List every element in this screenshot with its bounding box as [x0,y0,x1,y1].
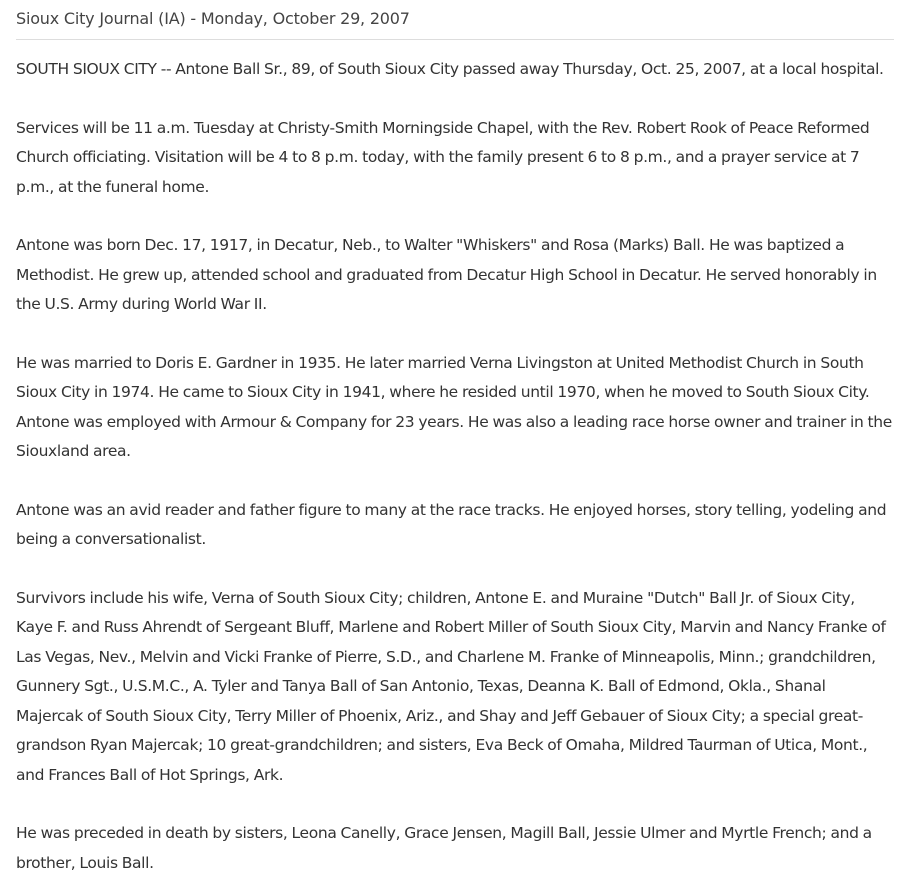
publication-source-line: Sioux City Journal (IA) - Monday, October 29, 2007 [16,0,894,40]
paragraph-marriage-career: He was married to Doris E. Gardner in 1935. He later married Verna Livingston at United Methodist Church in South Sioux City in 1974. He came to Sioux City in 1941, where he resided until 1970, when he moved to South Sioux City. Antone was employed with Armour & Company for 23 years. He was also a leading race horse owner and trainer in the Siouxland area. [16,353,892,460]
obituary-body [16,40,894,878]
paragraph-interests: Antone was an avid reader and father figure to many at the race tracks. He enjoyed horses, story telling, yodeling and being a conversationalist. [16,500,887,548]
paragraph-services: Services will be 11 a.m. Tuesday at Christy-Smith Morningside Chapel, with the Rev. Robert Rook of Peace Reformed Church officiating. Visitation will be 4 to 8 p.m. today, with the family present 6 to 8 p.m., and a prayer service at 7 p.m., at the funeral home. [16,118,870,196]
paragraph-survivors: Survivors include his wife, Verna of South Sioux City; children, Antone E. and Muraine "Dutch" Ball Jr. of Sioux City, Kaye F. and Russ Ahrendt of Sergeant Bluff, Marlene and Robert Miller of South Sioux City, Marvin and Nancy Franke of Las Vegas, Nev., Melvin and Vicki Franke of Pierre, S.D., and Charlene M. Franke of Minneapolis, Minn.; grandchildren, Gunnery Sgt., U.S.M.C., A. Tyler and Tanya Ball of San Antonio, Texas, Deanna K. Ball of Edmond, Okla., Shanal Majercak of South Sioux City, Terry Miller of Phoenix, Ariz., and Shay and Jeff Gebauer of Sioux City; a special great-grandson Ryan Majercak; 10 great-grandchildren; and sisters, Eva Beck of Omaha, Mildred Taurman of Utica, Mont., and Frances Ball of Hot Springs, Ark. [16,588,886,784]
paragraph-birth: Antone was born Dec. 17, 1917, in Decatur, Neb., to Walter "Whiskers" and Rosa (Marks) Ball. He was baptized a Methodist. He grew up, attended school and graduated from Decatur High School in Decatur. He served honorably in the U.S. Army during World War II. [16,236,877,313]
paragraph-announcement: SOUTH SIOUX CITY -- Antone Ball Sr., 89, of South Sioux City passed away Thursday, Oct. 25, 2007, at a local hospital. [16,60,884,78]
paragraph-preceded: He was preceded in death by sisters, Leona Canelly, Grace Jensen, Magill Ball, Jessie Ulmer and Myrtle French; and a brother, Louis Ball. [16,824,872,872]
